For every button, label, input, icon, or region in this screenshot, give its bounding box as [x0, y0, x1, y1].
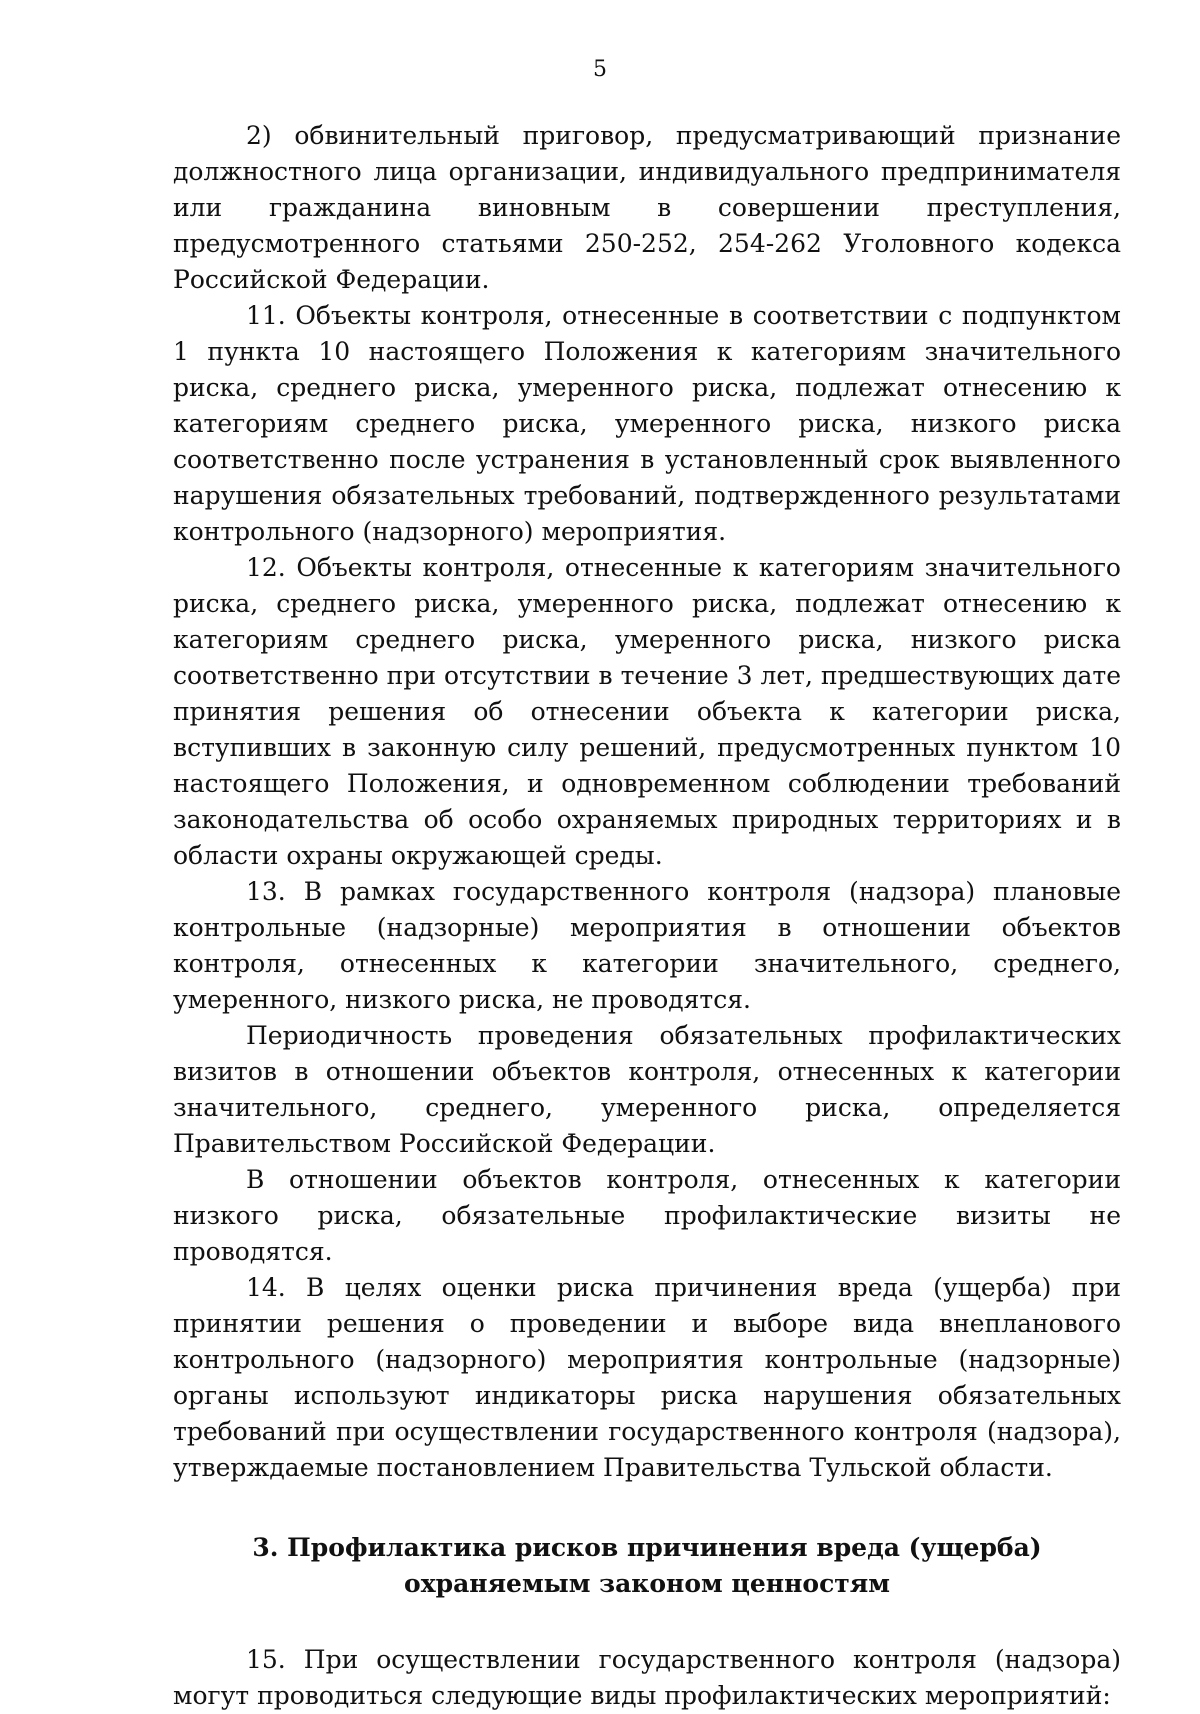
- page-number: 5: [593, 57, 607, 82]
- paragraph-item-2: 2) обвинительный приговор, предусматривающий признание должностного лица организации, индивидуального предпринимателя или гражданина виновным в совершении преступления, предусмотренного статьями 250-252, 254-262 Уголовного кодекса Российской Федерации.: [173, 121, 1121, 294]
- paragraph-12: 12. Объекты контроля, отнесенные к категориям значительного риска, среднего риска, умеренного риска, подлежат отнесению к категориям среднего риска, умеренного риска, низкого риска соответственно при отсутствии в течение 3 лет, предшествующих дате принятия решения об отнесении объекта к категории риска, вступивших в законную силу решений, предусмотренных пунктом 10 настоящего Положения, и одновременном соблюдении требований законодательства об особо охраняемых природных территориях и в области охраны окружающей среды.: [173, 553, 1121, 870]
- document-body: [173, 118, 1121, 1714]
- section-heading-line-1: 3. Профилактика рисков причинения вреда (ущерба): [252, 1533, 1042, 1562]
- paragraph-15: 15. При осуществлении государственного контроля (надзора) могут проводиться следующие виды профилактических мероприятий:: [173, 1645, 1121, 1710]
- paragraph-11: 11. Объекты контроля, отнесенные в соответствии с подпунктом 1 пункта 10 настоящего Положения к категориям значительного риска, среднего риска, умеренного риска, подлежат отнесению к категориям среднего риска, умеренного риска, низкого риска соответственно после устранения в установленный срок выявленного нарушения обязательных требований, подтвержденного результатами контрольного (надзорного) мероприятия.: [173, 301, 1121, 546]
- paragraph-14: 14. В целях оценки риска причинения вреда (ущерба) при принятии решения о проведении и выборе вида внепланового контрольного (надзорного) мероприятия контрольные (надзорные) органы используют индикаторы риска нарушения обязательных требований при осуществлении государственного контроля (надзора), утверждаемые постановлением Правительства Тульской области.: [173, 1273, 1121, 1482]
- paragraph-13: 13. В рамках государственного контроля (надзора) плановые контрольные (надзорные) мероприятия в отношении объектов контроля, отнесенных к категории значительного, среднего, умеренного, низкого риска, не проводятся.: [173, 877, 1121, 1014]
- paragraph-13-low-risk: В отношении объектов контроля, отнесенных к категории низкого риска, обязательные профилактические визиты не проводятся.: [173, 1165, 1121, 1266]
- section-heading: [173, 1530, 1121, 1602]
- paragraph-13-periodicity: Периодичность проведения обязательных профилактических визитов в отношении объектов контроля, отнесенных к категории значительного, среднего, умеренного риска, определяется Правительством Российской Федерации.: [173, 1021, 1121, 1158]
- section-heading-line-2: охраняемым законом ценностям: [404, 1569, 890, 1598]
